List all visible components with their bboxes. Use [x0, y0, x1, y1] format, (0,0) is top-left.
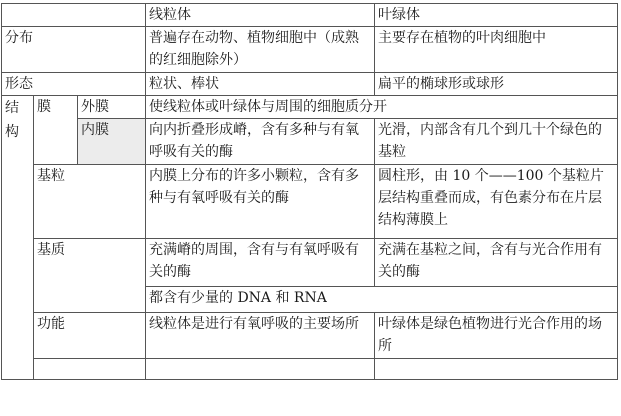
grana-row	[2, 165, 618, 239]
header-corner	[2, 4, 146, 27]
grana-chloro: 圆柱形，由 10 个——100 个基粒片层结构重叠而成，有色素分布在片层结构薄膜上	[375, 165, 618, 239]
function-label: 功能	[34, 313, 146, 359]
function-mito: 线粒体是进行有氧呼吸的主要场所	[146, 313, 375, 359]
grana-label: 基粒	[34, 165, 146, 239]
morphology-label: 形态	[2, 73, 146, 96]
outer-membrane-label: 外膜	[78, 96, 146, 119]
morphology-chloro: 扁平的椭球形或球形	[375, 73, 618, 96]
matrix-chloro: 充满在基粒之间，含有与光合作用有关的酶	[375, 239, 618, 287]
matrix-mito: 充满嵴的周围，含有与有氧呼吸有关的酶	[146, 239, 375, 287]
comparison-table	[1, 3, 618, 380]
matrix-label: 基质	[34, 239, 146, 313]
function-row	[2, 313, 618, 359]
structure-label: 结构	[2, 96, 34, 380]
grana-mito: 内膜上分布的许多小颗粒，含有多种与有氧呼吸有关的酶	[146, 165, 375, 239]
inner-membrane-row	[2, 119, 618, 165]
function-chloro: 叶绿体是绿色植物进行光合作用的场所	[375, 313, 618, 359]
outer-membrane-text: 使线粒体或叶绿体与周围的细胞质分开	[146, 96, 618, 119]
blank-cell-mito	[146, 359, 375, 380]
distribution-mito: 普遍存在动物、植物细胞中（成熟的红细胞除外）	[146, 27, 375, 73]
matrix-row	[2, 239, 618, 287]
blank-cell-chloro	[375, 359, 618, 380]
header-mitochondria: 线粒体	[146, 4, 375, 27]
inner-membrane-label: 内膜	[78, 119, 146, 165]
distribution-row	[2, 27, 618, 73]
morphology-mito: 粒状、棒状	[146, 73, 375, 96]
outer-membrane-row	[2, 96, 618, 119]
membrane-label: 膜	[34, 96, 78, 165]
header-row	[2, 4, 618, 27]
blank-cell-label	[34, 359, 146, 380]
inner-membrane-mito: 向内折叠形成嵴，含有多种与有氧呼吸有关的酶	[146, 119, 375, 165]
distribution-chloro: 主要存在植物的叶肉细胞中	[375, 27, 618, 73]
distribution-label: 分布	[2, 27, 146, 73]
inner-membrane-chloro: 光滑，内部含有几个到几十个绿色的基粒	[375, 119, 618, 165]
blank-row	[2, 359, 618, 380]
morphology-row	[2, 73, 618, 96]
header-chloroplast: 叶绿体	[375, 4, 618, 27]
matrix-common: 都含有少量的 DNA 和 RNA	[146, 287, 618, 313]
